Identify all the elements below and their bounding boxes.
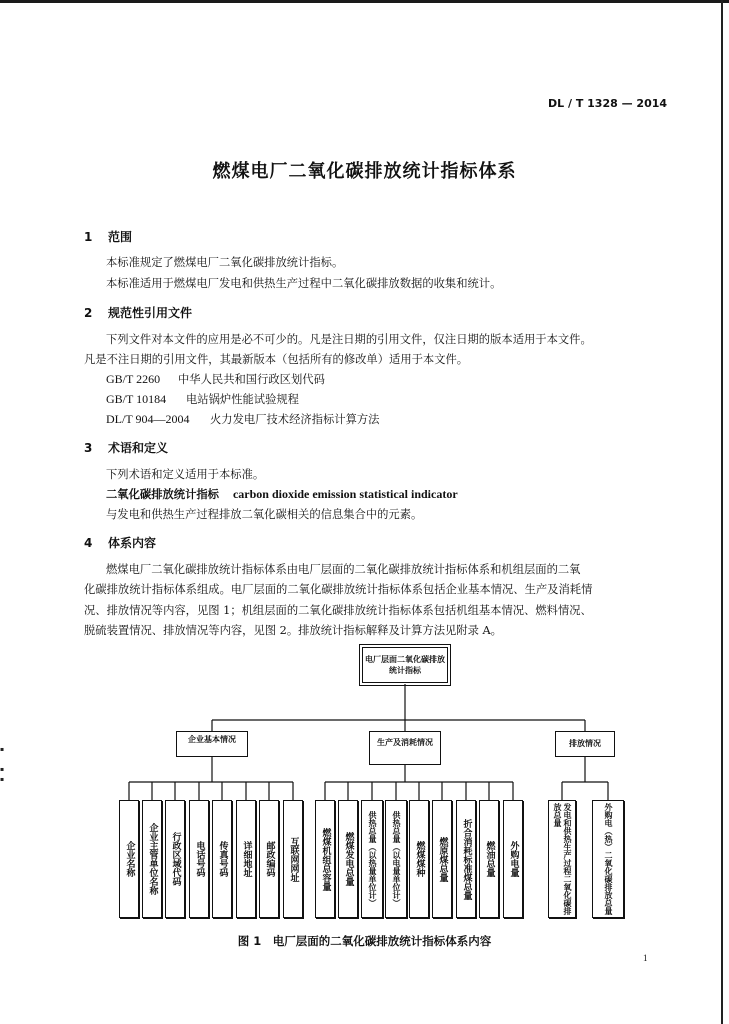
section-4-line-1: 燃煤电厂二氧化碳排放统计指标体系由电厂层面的二氧化碳排放统计指标体系和机组层面的二氧 — [106, 563, 581, 576]
page-number: 1 — [643, 953, 648, 963]
section-1-title: 范围 — [108, 230, 133, 244]
diagram-root-box: 电厂层面二氧化碳排放统计指标 — [362, 647, 448, 683]
section-4-line-2: 化碳排放统计指标体系组成。电厂层面的二氧化碳排放统计指标体系包括企业基本情况、生产及消耗情 — [84, 583, 593, 596]
leaf-process-emission: 发电和供热生产过程二氧化碳排放总量 — [548, 800, 576, 918]
leaf-unit-capacity: 燃煤机组总容量 — [315, 800, 335, 918]
section-4-number: 4 — [84, 536, 93, 550]
reference-code: DL/T 904—2004 — [106, 412, 190, 426]
leaf-raw-coal: 燃原煤总量 — [432, 800, 452, 918]
reference-name: 火力发电厂技术经济指标计算方法 — [210, 413, 380, 426]
leaf-heat-supply-heat: 供热总量（以热量单位计） — [361, 800, 383, 918]
standard-number: DL / T 1328 — 2014 — [548, 97, 668, 110]
leaf-heat-supply-power: 供热总量（以电量单位计） — [385, 800, 407, 918]
section-4-line-4: 脱硫装置情况、排放情况等内容，见图 2。排放统计指标解释及计算方法见附录 A。 — [84, 624, 502, 637]
reference-code: GB/T 2260 — [106, 372, 161, 386]
leaf-address: 详细地址 — [236, 800, 256, 918]
leaf-website: 互联网网址 — [283, 800, 303, 918]
figure-caption: 图 1 电厂层面的二氧化碳排放统计指标体系内容 — [237, 934, 492, 948]
section-1-line-2: 本标准适用于燃煤电厂发电和供热生产过程中二氧化碳排放数据的收集和统计。 — [106, 277, 502, 290]
leaf-supervisor-unit: 企业主管单位名称 — [142, 800, 162, 918]
section-2-line-1: 下列文件对本文件的应用是必不可少的。凡是注日期的引用文件，仅注日期的版本适用于本文件。 — [106, 333, 592, 346]
reference-name: 中华人民共和国行政区划代码 — [178, 373, 325, 386]
section-3-intro: 下列术语和定义适用于本标准。 — [106, 468, 265, 481]
group-box-production: 生产及消耗情况 — [369, 731, 441, 765]
section-4-line-3: 况、排放情况等内容，见图 1；机组层面的二氧化碳排放统计指标体系包括机组基本情况、燃料情况、 — [84, 604, 592, 617]
reference-name: 电站锅炉性能试验规程 — [186, 393, 299, 406]
leaf-fax: 传真号码 — [212, 800, 232, 918]
section-3-title: 术语和定义 — [108, 441, 169, 455]
term-english: carbon dioxide emission statistical indicator — [232, 487, 458, 501]
group-box-basic-info: 企业基本情况 — [176, 731, 248, 757]
group-box-emission: 排放情况 — [555, 731, 615, 757]
scan-specks: ▪ ▪ ▪ — [0, 746, 5, 783]
leaf-enterprise-name: 企业名称 — [119, 800, 139, 918]
leaf-phone: 电话号码 — [189, 800, 209, 918]
term-definition: 与发电和供热生产过程排放二氧化碳相关的信息集合中的元素。 — [106, 508, 423, 521]
term-chinese: 二氧化碳排放统计指标 — [106, 487, 219, 501]
leaf-generation: 燃煤发电总量 — [338, 800, 358, 918]
section-4-title: 体系内容 — [108, 536, 157, 550]
leaf-postcode: 邮政编码 — [259, 800, 279, 918]
leaf-purchased-emission: 外购电（热）二氧化碳排放总量 — [592, 800, 624, 918]
leaf-coal-type: 燃煤煤种 — [409, 800, 429, 918]
section-2-title: 规范性引用文件 — [108, 306, 193, 320]
leaf-region-code: 行政区域代码 — [165, 800, 185, 918]
section-2-number: 2 — [84, 306, 93, 320]
document-title: 燃煤电厂二氧化碳排放统计指标体系 — [212, 161, 517, 182]
leaf-oil: 燃油总量 — [479, 800, 499, 918]
section-3-number: 3 — [84, 441, 93, 455]
leaf-purchased-power: 外购电量 — [503, 800, 523, 918]
section-2-line-2: 凡是不注日期的引用文件，其最新版本（包括所有的修改单）适用于本文件。 — [84, 353, 469, 366]
section-1-line-1: 本标准规定了燃煤电厂二氧化碳排放统计指标。 — [106, 256, 344, 269]
leaf-standard-coal: 折合消耗标准煤总量 — [456, 800, 476, 918]
section-1-number: 1 — [84, 230, 93, 244]
reference-code: GB/T 10184 — [106, 392, 167, 406]
